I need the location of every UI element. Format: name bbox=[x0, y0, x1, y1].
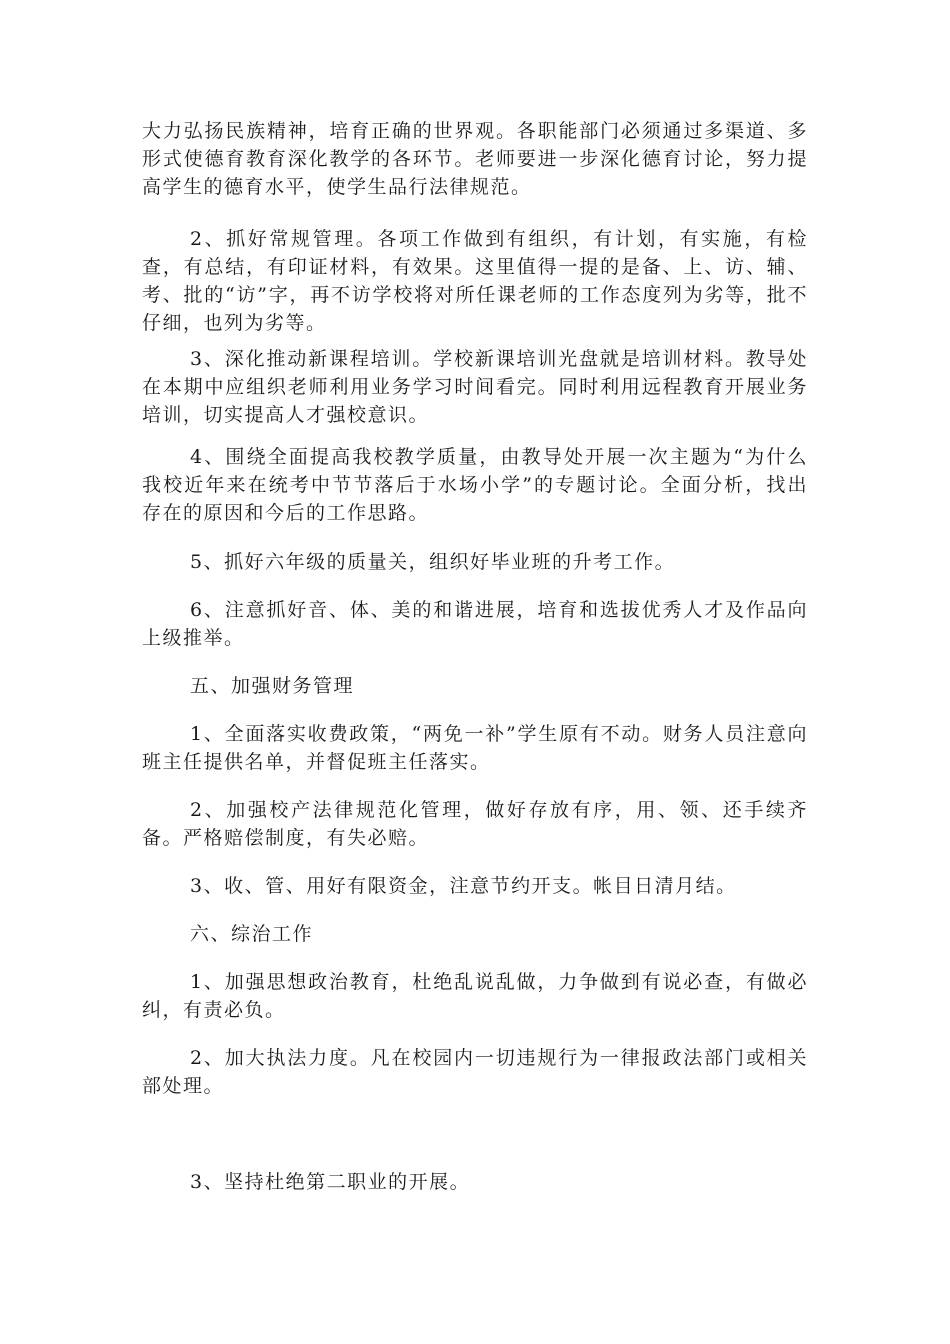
paragraph-10: 3、收、管、用好有限资金，注意节约开支。帐目日清月结。 bbox=[190, 875, 737, 897]
paragraph-6: 6、注意抓好音、体、美的和谐进展，培育和选拔优秀人才及作品向上级推举。 bbox=[142, 599, 808, 649]
paragraph-5: 5、抓好六年级的质量关，组织好毕业班的升考工作。 bbox=[190, 551, 676, 573]
paragraph-3: 3、深化推动新课程培训。学校新课培训光盘就是培训材料。教导处在本期中应组织老师利用业务学习时间看完。同时利用远程教育开展业务培训，切实提高人才强校意识。 bbox=[142, 348, 808, 426]
paragraph-12: 1、加强思想政治教育，杜绝乱说乱做，力争做到有说必查，有做必纠，有责必负。 bbox=[142, 971, 808, 1021]
section-heading-finance: 五、加强财务管理 bbox=[190, 675, 355, 697]
paragraph-13: 2、加大执法力度。凡在校园内一切违规行为一律报政法部门或相关部处理。 bbox=[142, 1047, 808, 1097]
paragraph-2: 2、抓好常规管理。各项工作做到有组织，有计划，有实施，有检查，有总结，有印证材料，有效果。这里值得一提的是备、上、访、辅、考、批的“访”字，再不访学校将对所任课老师的工作态度列为劣等，批不仔细，也列为劣等。 bbox=[142, 228, 808, 334]
paragraph-8: 1、全面落实收费政策，“两免一补”学生原有不动。财务人员注意向班主任提供名单，并督促班主任落实。 bbox=[142, 723, 808, 773]
section-heading-governance: 六、综治工作 bbox=[190, 923, 314, 945]
paragraph-1: 大力弘扬民族精神，培育正确的世界观。各职能部门必须通过多渠道、多形式使德育教育深化教学的各环节。老师要进一步深化德育讨论，努力提高学生的德育水平，使学生品行法律规范。 bbox=[142, 120, 808, 198]
paragraph-4: 4、围绕全面提高我校教学质量，由教导处开展一次主题为“为什么我校近年来在统考中节节落后于水场小学”的专题讨论。全面分析，找出存在的原因和今后的工作思路。 bbox=[142, 446, 808, 524]
paragraph-14: 3、坚持杜绝第二职业的开展。 bbox=[190, 1171, 471, 1193]
paragraph-9: 2、加强校产法律规范化管理，做好存放有序，用、领、还手续齐备。严格赔偿制度，有失必赔。 bbox=[142, 799, 808, 849]
